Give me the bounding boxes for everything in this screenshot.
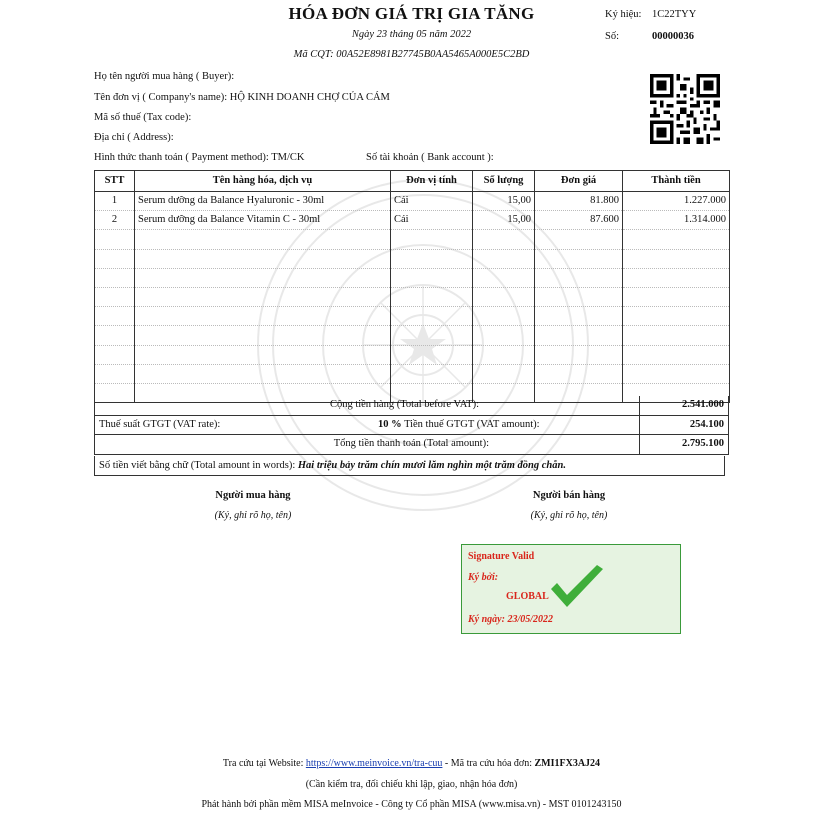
invoice-date: Ngày 23 tháng 05 năm 2022 (351, 29, 472, 40)
payment-value: TM/CK (271, 152, 305, 163)
seller-signature-title: Người bán hàng (532, 490, 606, 501)
lookup-code-label: - Mã tra cứu hóa đơn: (444, 758, 532, 769)
payment-row (94, 152, 305, 163)
row-amount: 1.314.000 (623, 211, 730, 230)
signature-status: Signature Valid (468, 551, 535, 562)
column-header: STT (95, 171, 135, 192)
number-value: 00000036 (652, 31, 694, 42)
row-index: 1 (95, 192, 135, 211)
empty-row (95, 326, 730, 345)
symbol-label: Ký hiệu: (605, 9, 642, 20)
column-header: Đơn vị tính (391, 171, 473, 192)
check-note: (Cần kiểm tra, đối chiếu khi lập, giao, nhận hóa đơn) (305, 779, 518, 790)
column-header: Đơn giá (535, 171, 623, 192)
table-row (95, 211, 730, 230)
tax-authority-code: Mã CQT: 00A52E8981B27745B0AA5465A000E5C2BD (293, 49, 530, 60)
vat-rate-value: 10 % (378, 418, 402, 430)
vat-amount-value: 254.100 (640, 415, 729, 435)
row-quantity: 15,00 (473, 192, 535, 211)
buyer-signature-title: Người mua hàng (215, 490, 291, 501)
total-amount-value: 2.795.100 (640, 435, 729, 455)
table-row (95, 192, 730, 211)
column-header: Số lượng (473, 171, 535, 192)
signed-date: Ký ngày: 23/05/2022 (468, 614, 553, 625)
amount-in-words-row (94, 456, 725, 476)
empty-row (95, 249, 730, 268)
vat-amount-cell (373, 415, 640, 435)
column-header: Tên hàng hóa, dịch vụ (135, 171, 391, 192)
row-unit-price: 81.800 (535, 192, 623, 211)
symbol-value: 1C22TYY (652, 9, 697, 20)
amount-in-words-value: Hai triệu bảy trăm chín mươi lăm nghìn một trăm đồng chẵn. (297, 460, 566, 471)
total-before-vat-value: 2.541.000 (640, 396, 729, 415)
checkmark-icon (547, 563, 607, 613)
total-amount-row (95, 435, 729, 455)
column-header: Thành tiền (623, 171, 730, 192)
payment-label: Hình thức thanh toán ( Payment method): (94, 152, 269, 163)
number-label: Số: (605, 31, 620, 42)
row-item-name: Serum dưỡng da Balance Hyaluronic - 30ml (135, 192, 391, 211)
vat-row (95, 415, 729, 435)
row-item-name: Serum dưỡng da Balance Vitamin C - 30ml (135, 211, 391, 230)
lookup-link[interactable]: https://www.meinvoice.vn/tra-cuu (305, 758, 443, 769)
company-label: Tên đơn vị ( Company's name): (94, 92, 228, 103)
total-before-vat-label: Cộng tiền hàng (Total before VAT): (95, 396, 640, 415)
vat-rate-label: Thuế suất GTGT (VAT rate): (95, 415, 374, 435)
signed-by-value: GLOBAL (506, 591, 549, 602)
row-quantity: 15,00 (473, 211, 535, 230)
empty-row (95, 287, 730, 306)
lookup-prefix: Tra cứu tại Website: (222, 758, 304, 769)
company-row (94, 92, 390, 103)
company-value: HỘ KINH DOANH CHỢ CỦA CÁM (229, 92, 390, 103)
address-label: Địa chỉ ( Address): (94, 132, 174, 143)
table-header-row (95, 171, 730, 192)
qr-code-icon (650, 74, 720, 144)
row-unit: Cái (391, 192, 473, 211)
empty-row (95, 268, 730, 287)
seller-signature-subtitle: (Ký, ghi rõ họ, tên) (530, 510, 608, 521)
invoice-title: HÓA ĐƠN GIÁ TRỊ GIA TĂNG (288, 4, 535, 23)
row-unit-price: 87.600 (535, 211, 623, 230)
total-amount-label: Tổng tiền thanh toán (Total amount): (95, 435, 640, 455)
items-table (94, 170, 730, 403)
vat-amount-label: Tiền thuế GTGT (VAT amount): (404, 418, 540, 430)
lookup-line (0, 758, 823, 769)
total-before-vat-row (95, 396, 729, 415)
buyer-name-label: Họ tên người mua hàng ( Buyer): (94, 71, 235, 82)
tax-code-label: Mã số thuế (Tax code): (94, 112, 192, 123)
row-amount: 1.227.000 (623, 192, 730, 211)
empty-row (95, 364, 730, 383)
totals-table (94, 396, 729, 455)
lookup-code: ZMI1FX3AJ24 (534, 758, 601, 769)
row-unit: Cái (391, 211, 473, 230)
row-index: 2 (95, 211, 135, 230)
signed-by-label: Ký bởi: (468, 572, 499, 583)
bank-account-label: Số tài khoản ( Bank account ): (366, 152, 494, 163)
empty-row (95, 307, 730, 326)
buyer-signature-subtitle: (Ký, ghi rõ họ, tên) (214, 510, 292, 521)
publisher-line: Phát hành bởi phần mềm MISA meInvoice - Công ty Cổ phần MISA (www.misa.vn) - MST 0101243150 (201, 799, 622, 810)
digital-signature-box[interactable] (461, 544, 681, 634)
empty-row (95, 345, 730, 364)
empty-row (95, 230, 730, 249)
amount-in-words-label: Số tiền viết bằng chữ (Total amount in words): (99, 460, 296, 471)
